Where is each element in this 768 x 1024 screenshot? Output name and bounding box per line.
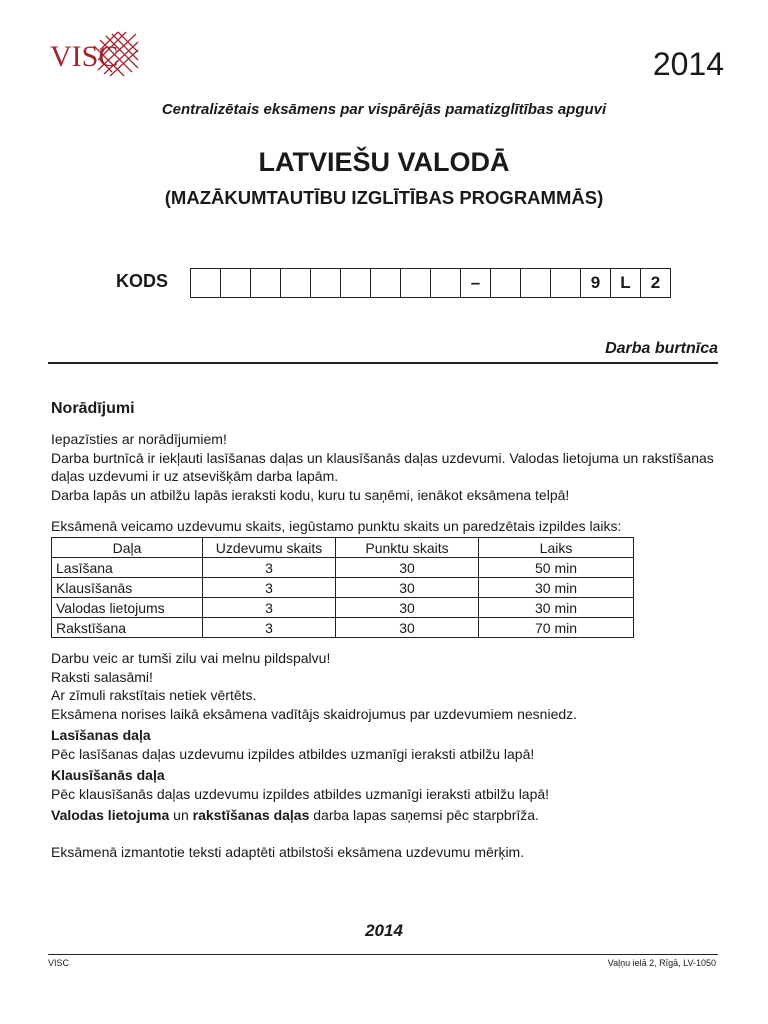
footer-org: VISC bbox=[48, 958, 70, 968]
instructions-intro bbox=[51, 430, 721, 504]
adapted-note: Eksāmenā izmantotie teksti adaptēti atbilstoši eksāmena uzdevumu mērķim. bbox=[51, 843, 525, 860]
rule-line: Eksāmena norises laikā eksāmena vadītājs skaidrojumus par uzdevumiem nesniedz. bbox=[51, 705, 578, 722]
code-boxes bbox=[190, 268, 671, 298]
code-cell[interactable] bbox=[221, 268, 251, 298]
table-caption: Eksāmenā veicamo uzdevumu skaits, iegūstamo punktu skaits un paredzētais izpildes laiks: bbox=[51, 518, 622, 534]
usage-writing-note bbox=[51, 806, 721, 825]
table-cell: 50 min bbox=[479, 558, 634, 578]
exam-title-sub: (MAZĀKUMTAUTĪBU IZGLĪTĪBAS PROGRAMMĀS) bbox=[164, 187, 604, 208]
logo-text: VISC bbox=[50, 40, 119, 73]
table-cell: Klausīšanās bbox=[52, 578, 203, 598]
instructions-heading: Norādījumi bbox=[51, 400, 135, 417]
table-cell: Rakstīšana bbox=[52, 618, 203, 638]
table-row bbox=[52, 578, 634, 598]
footer-divider bbox=[48, 954, 718, 955]
writing-label: rakstīšanas daļas bbox=[192, 807, 310, 823]
intro-line: Darba lapās un atbilžu lapās ieraksti kodu, kuru tu saņēmi, ienākot eksāmena telpā! bbox=[51, 486, 570, 503]
code-cell[interactable] bbox=[551, 268, 581, 298]
intro-line: Iepazīsties ar norādījumiem! bbox=[51, 431, 227, 447]
code-cell-fixed: 2 bbox=[641, 268, 671, 298]
exam-subtitle: Centralizētais eksāmens par vispārējās pamatizglītības apguvi bbox=[161, 101, 607, 118]
exam-rules bbox=[51, 649, 721, 861]
booklet-label: Darba burtnīca bbox=[605, 340, 718, 357]
table-cell: Lasīšana bbox=[52, 558, 203, 578]
table-header-row bbox=[52, 538, 634, 558]
rule-line: Darbu veic ar tumši zilu vai melnu pildspalvu! bbox=[51, 650, 331, 666]
code-cell[interactable] bbox=[281, 268, 311, 298]
code-cell[interactable] bbox=[190, 268, 221, 298]
rule-line: Raksti salasāmi! bbox=[51, 668, 153, 685]
usage-tail: darba lapas saņemsi pēc starpbrīža. bbox=[309, 807, 539, 823]
table-cell: 30 bbox=[336, 578, 479, 598]
rule-line: Ar zīmuli rakstītais netiek vērtēts. bbox=[51, 687, 257, 703]
table-row bbox=[52, 598, 634, 618]
code-cell[interactable] bbox=[371, 268, 401, 298]
code-label: KODS bbox=[116, 271, 169, 291]
code-cell[interactable] bbox=[341, 268, 371, 298]
code-cell[interactable] bbox=[491, 268, 521, 298]
table-cell: 3 bbox=[203, 558, 336, 578]
code-cell[interactable] bbox=[401, 268, 431, 298]
exam-title: LATVIEŠU VALODĀ bbox=[258, 147, 510, 177]
table-header: Punktu skaits bbox=[336, 538, 479, 558]
usage-connector: un bbox=[169, 807, 193, 823]
table-header: Laiks bbox=[479, 538, 634, 558]
listening-text: Pēc klausīšanās daļas uzdevumu izpildes atbildes uzmanīgi ieraksti atbilžu lapā! bbox=[51, 785, 550, 802]
usage-label: Valodas lietojuma bbox=[51, 807, 170, 823]
listening-heading: Klausīšanās daļa bbox=[51, 767, 165, 783]
table-cell: 3 bbox=[203, 618, 336, 638]
reading-heading: Lasīšanas daļa bbox=[51, 727, 151, 743]
footer-address: Vaļņu ielā 2, Rīgā, LV-1050 bbox=[607, 958, 716, 968]
table-cell: 3 bbox=[203, 578, 336, 598]
table-cell: 30 bbox=[336, 558, 479, 578]
footer-year: 2014 bbox=[365, 921, 403, 940]
code-cell[interactable] bbox=[521, 268, 551, 298]
code-cell[interactable] bbox=[251, 268, 281, 298]
table-cell: 30 bbox=[336, 618, 479, 638]
code-cell-fixed: L bbox=[611, 268, 641, 298]
table-row bbox=[52, 618, 634, 638]
intro-line: Darba burtnīcā ir iekļauti lasīšanas daļas un klausīšanās daļas uzdevumi. Valodas lietojuma un rakstīšanas daļas uzdevumi ir uz atsevišķām darba lapām. bbox=[51, 449, 714, 484]
table-cell: 30 min bbox=[479, 578, 634, 598]
table-cell: 3 bbox=[203, 598, 336, 618]
code-dash: – bbox=[461, 268, 491, 298]
exam-parts-table bbox=[51, 537, 634, 638]
code-cell[interactable] bbox=[311, 268, 341, 298]
divider bbox=[48, 362, 718, 364]
table-row bbox=[52, 558, 634, 578]
reading-text: Pēc lasīšanas daļas uzdevumu izpildes atbildes uzmanīgi ieraksti atbilžu lapā! bbox=[51, 745, 535, 762]
code-cell[interactable] bbox=[431, 268, 461, 298]
header-year: 2014 bbox=[652, 46, 724, 82]
table-cell: 30 min bbox=[479, 598, 634, 618]
table-header: Uzdevumu skaits bbox=[203, 538, 336, 558]
code-cell-fixed: 9 bbox=[581, 268, 611, 298]
table-cell: Valodas lietojums bbox=[52, 598, 203, 618]
table-cell: 30 bbox=[336, 598, 479, 618]
visc-logo bbox=[48, 30, 140, 78]
table-header: Daļa bbox=[52, 538, 203, 558]
table-cell: 70 min bbox=[479, 618, 634, 638]
